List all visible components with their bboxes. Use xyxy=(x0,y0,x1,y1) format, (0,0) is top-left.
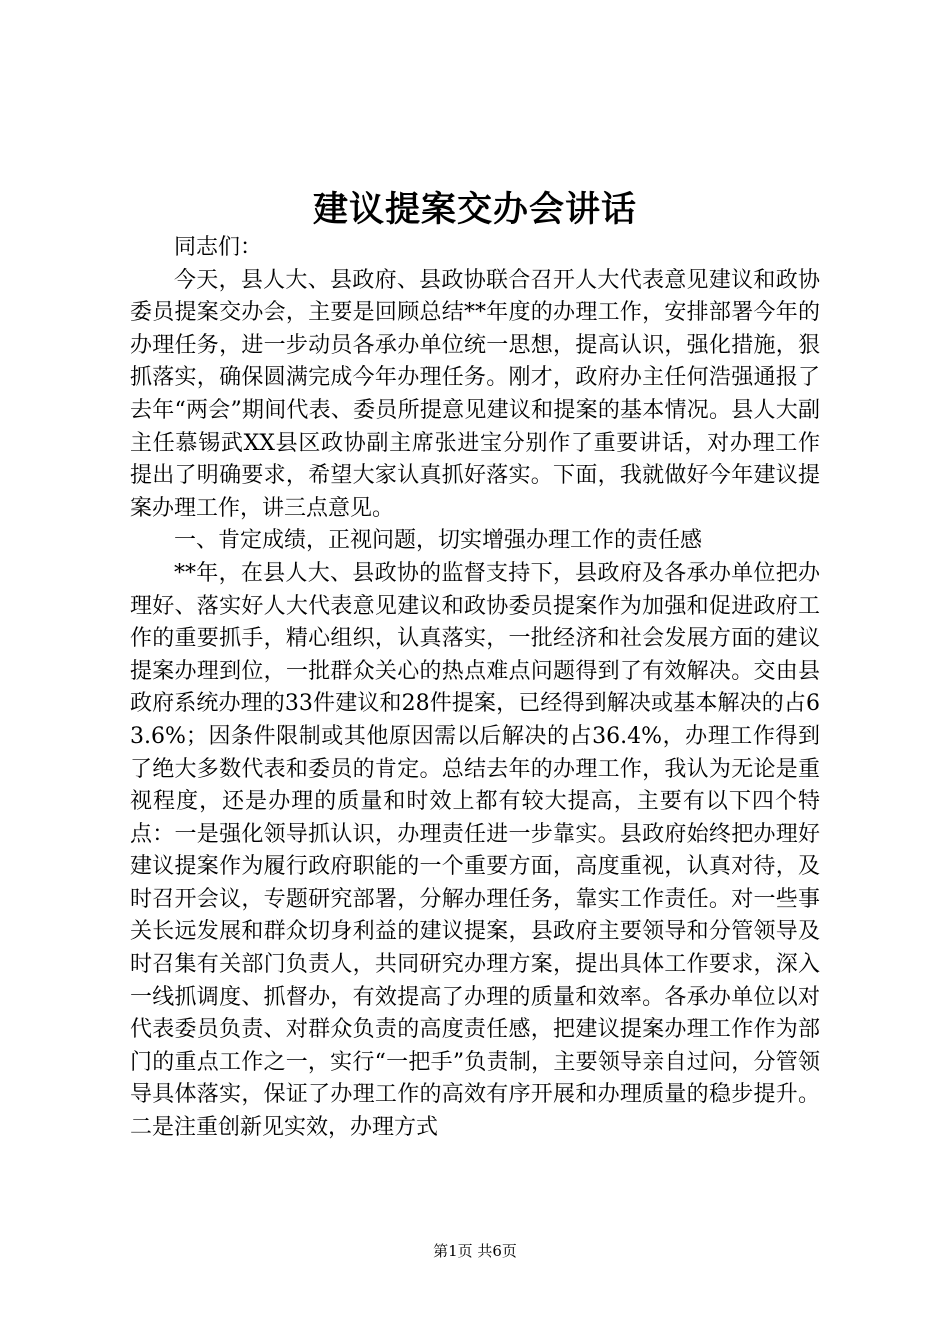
salutation-paragraph: 同志们： xyxy=(174,235,263,260)
page-number-footer: 第1页 共6页 xyxy=(433,1242,517,1260)
section-heading-paragraph: 一、肯定成绩，正视问题，切实增强办理工作的责任感 xyxy=(174,528,703,554)
document-title: 建议提案交办会讲话 xyxy=(312,189,637,230)
document-body xyxy=(130,232,820,1145)
intro-paragraph: 今天，县人大、县政府、县政协联合召开人大代表意见建议和政协委员提案交办会，主要是回顾总结**年度的办理工作，安排部署今年的办理任务，进一步动员各承办单位统一思想，提高认识，强化措施，狠抓落实，确保圆满完成今年办理任务。刚才，政府办主任何浩强通报了去年“两会”期间代表、委员所提意见建议和提案的基本情况。县人大副主任慕锡武XX县区政协副主席张进宝分别作了重要讲话，对办理工作提出了明确要求，希望大家认真抓好落实。下面，我就做好今年建议提案办理工作，讲三点意见。 xyxy=(130,267,820,521)
section-body-paragraph: **年，在县人大、县政协的监督支持下，县政府及各承办单位把办理好、落实好人大代表意见建议和政协委员提案作为加强和促进政府工作的重要抓手，精心组织，认真落实，一批经济和社会发展方面的建议提案办理到位，一批群众关心的热点难点问题得到了有效解决。交由县政府系统办理的33件建议和28件提案，已经得到解决或基本解决的占63.6%；因条件限制或其他原因需以后解决的占36.4%，办理工作得到了绝大多数代表和委员的肯定。总结去年的办理工作，我认为无论是重视程度，还是办理的质量和时效上都有较大提高，主要有以下四个特点：一是强化领导抓认识，办理责任进一步靠实。县政府始终把办理好建议提案作为履行政府职能的一个重要方面，高度重视，认真对待，及时召开会议，专题研究部署，分解办理任务，靠实工作责任。对一些事关长远发展和群众切身利益的建议提案，县政府主要领导和分管领导及时召集有关部门负责人，共同研究办理方案，提出具体工作要求，深入一线抓调度、抓督办，有效提高了办理的质量和效率。各承办单位以对代表委员负责、对群众负责的高度责任感，把建议提案办理工作作为部门的重点工作之一，实行“一把手”负责制，主要领导亲自过问，分管领导具体落实，保证了办理工作的高效有序开展和办理质量的稳步提升。二是注重创新见实效，办理方式 xyxy=(130,560,820,1141)
